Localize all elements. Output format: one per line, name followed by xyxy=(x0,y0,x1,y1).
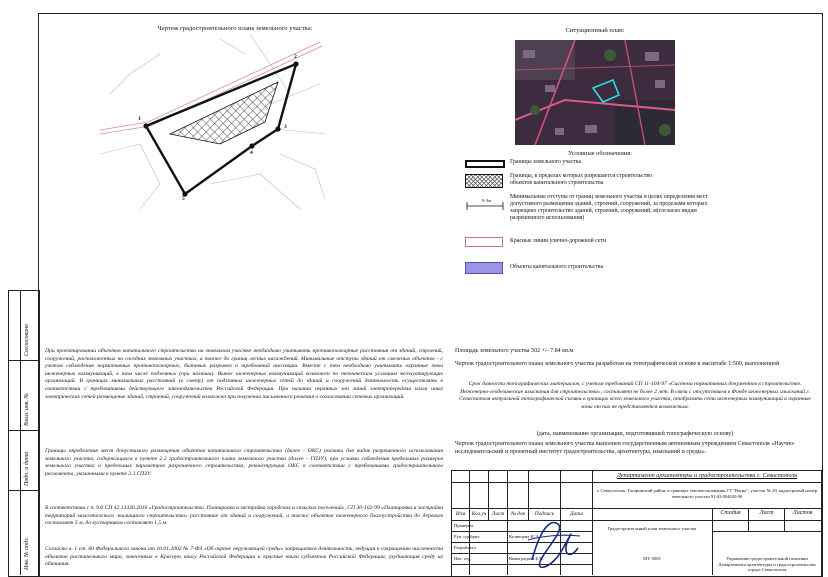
stamp-col-sheet: Лист xyxy=(491,511,505,517)
stamp-stage: Стадия xyxy=(720,510,741,516)
legend-item-build-zone: Границы, в пределах которых разрешается строительство объектов капитального строительства xyxy=(510,173,652,186)
point-label-3: 3 xyxy=(284,124,287,130)
stamp-row-head: Нач. отд. xyxy=(454,556,472,561)
stamp-address: г. Севастополь, Гагаринский район, в границах землепользования ГТ "Вагра", участок № 29, кадастровый номер земельного участка 91:02:004020:90 xyxy=(596,488,818,499)
stamp-row-head-name: Виноградова Е.В. xyxy=(509,556,544,561)
legend-title: Условные обозначения: xyxy=(568,150,632,157)
legend-item-boundary: Границы земельного участка xyxy=(510,159,582,165)
legend-boundary-symbol xyxy=(465,160,505,168)
side-stamp-replace: Взам. инв. № xyxy=(24,392,30,426)
left-text-p4: Согласно ч. 1 ст. 60 Федерального закона от 10.01.2002 № 7-ФЗ «Об охране окружающей среды» запрещается деятельность, ведущая к сокращению численности объектов растительного мира, занесенных в Красную книгу Российской Федерации и красные книги субъектов Российской Федерации, ухудшающая среду их обитания. xyxy=(45,546,443,568)
survey-validity: Срок давности топографических материалов, с учетом требований СП 11-104-97 «Система нормативных документов в строительстве. Инженерно-геодезические изыскания для строительства», составляет не более 2 лет. В связи с отсутствием в Фонде инженерных изысканий г. Севастополя актуальной топографической съемки в границах всего земельного участка, отобразить сети инженерных коммуникаций и охранные зоны от них не представляется возможным. xyxy=(459,381,811,410)
side-stamp-sign-date: Подп. и дата xyxy=(24,451,30,486)
stamp-col-signature: Подпись xyxy=(534,511,555,517)
legend-build-zone-symbol xyxy=(465,174,503,188)
legend-item-red-lines: Красные линии улично-дорожной сети xyxy=(510,238,607,244)
stamp-row-developed: Разработал xyxy=(454,545,476,550)
stamp-row-approved: Рук. одобрил xyxy=(454,534,480,539)
org-caption: (дата, наименование организации, подготовившей топографическую основу) xyxy=(536,431,734,437)
stamp-row-checked: Проверил xyxy=(454,523,474,528)
left-text-p2: Границы определения мест допустимого размещения объектов капитального строительства (далее - ОКС) указаны для видов разрешенного использования земельного участка, содержащихся в пункте 2.2 градостроительного плана земельного участка (далее - ГПЗУ), при условии соблюдения предельных размеров земельного участка и предельных параметров разрешенного строительства, реконструкции ОКС в соответствии с требованиями градостроительного регламента, указанными в пункте 2.3 ГПЗУ. xyxy=(45,448,443,477)
plot-area: Площадь земельного участка 502 +/- 7.84 кв.м xyxy=(455,348,574,354)
stamp-department: Департамент архитектуры и градостроительства г. Севастополя xyxy=(616,472,798,479)
handwritten-signature xyxy=(522,510,582,574)
stamp-sheet: Лист xyxy=(759,510,774,516)
situation-map xyxy=(515,40,675,145)
left-text-p3: В соответствии с п. 9.6 СП 42.13330.2016 «Градостроительство. Планировка и застройка городских и сельских поселений», СП 30-102-99 «Планировка и застройка территорий малоэтажного жилищного строительства» расстояние от зданий и сооружений, а также объектов инженерного благоустройства до деревьев составляет 5 м, до кустарников составляет 1,5 м. xyxy=(45,505,443,527)
legend-red-line-symbol xyxy=(465,237,503,247)
stamp-code: МТ-5065 xyxy=(643,556,661,561)
stamp-col-doc: № док xyxy=(510,511,526,517)
side-stamp-inv: Инв. № подл. xyxy=(24,536,30,570)
point-label-5: 5 xyxy=(182,196,185,202)
legend-item-objects: Объекты капитального строительства xyxy=(510,264,604,270)
stamp-org: Управление градостроительной политики Департамента архитектуры и градостроительства города Севастополя xyxy=(718,556,816,573)
survey-note: Чертеж градостроительного плана земельного участка разработан на топографической основе в масштабе 1:500, выполненной xyxy=(455,361,780,367)
stamp-doc-name: Градостроительный план земельного участка xyxy=(607,526,697,531)
stamp-col-date: Дата xyxy=(570,511,583,517)
left-text-p1: При проектировании объектов капитального строительства на земельном участке необходимо учитывать противопожарные расстояния от зданий, строений, сооружений, расположенных на соседних земельных участках, а также до границ лесных насаждений. Минимальные отступы зданий от смежных объектов - с учетом соблюдения нормативных противопожарных, бытовых разрывов и требований инсоляции. Вместе с тем необходимо учитывать охранные зоны инженерных коммуникаций, в том числе подземных (при наличии). Вынос инженерных коммуникаций возможен по техническим условиям эксплуатирующих организаций. В границах минимальных расстояний (в смету) от подземных инженерных сетей до зданий и сооружений деятельность осуществлять в соответствии с требованиями действующего законодательства Российской Федерации. При наличии охранных зон линий электропередачи и/или иных электрических сетей размещение зданий, строений, сооружений возможно при получении письменного решения о согласовании сетевых организаций. xyxy=(45,348,443,400)
prepared-by: Чертеж градостроительного плана земельного участка выполнен государственным автономным учреждением Севастополя «Научно-исследовательский и проектный институт градостроительства, архитектуры, изысканий и среды». xyxy=(455,441,796,455)
stamp-col-count: Кол.уч xyxy=(471,511,487,517)
legend-item-offsets: Минимальные отступы от границ земельного участка в целях определения мест допустимого размещения зданий, строений, сооружений, за пределами которых запрещено строительство зданий, строений, сооружений, м(согласно видам разрешенного использования) xyxy=(510,194,708,221)
drawing-title: Чертеж градостроительного плана земельного участка: xyxy=(157,25,313,32)
situation-title: Ситуационный план: xyxy=(565,27,625,34)
stamp-col-change: Изм xyxy=(455,511,466,517)
point-label-1: 1 xyxy=(138,116,141,122)
stamp-sheets: Листов xyxy=(792,510,813,516)
stamp-row-approved-name: Кузнецова Н.Э. xyxy=(509,534,540,539)
point-label-2: 2 xyxy=(294,54,297,60)
legend-offset-label: 0-3м xyxy=(482,198,492,203)
point-label-4: 4 xyxy=(250,150,253,156)
legend-objects-symbol xyxy=(465,262,503,274)
side-stamp-agreed: Согласовано xyxy=(24,323,30,356)
